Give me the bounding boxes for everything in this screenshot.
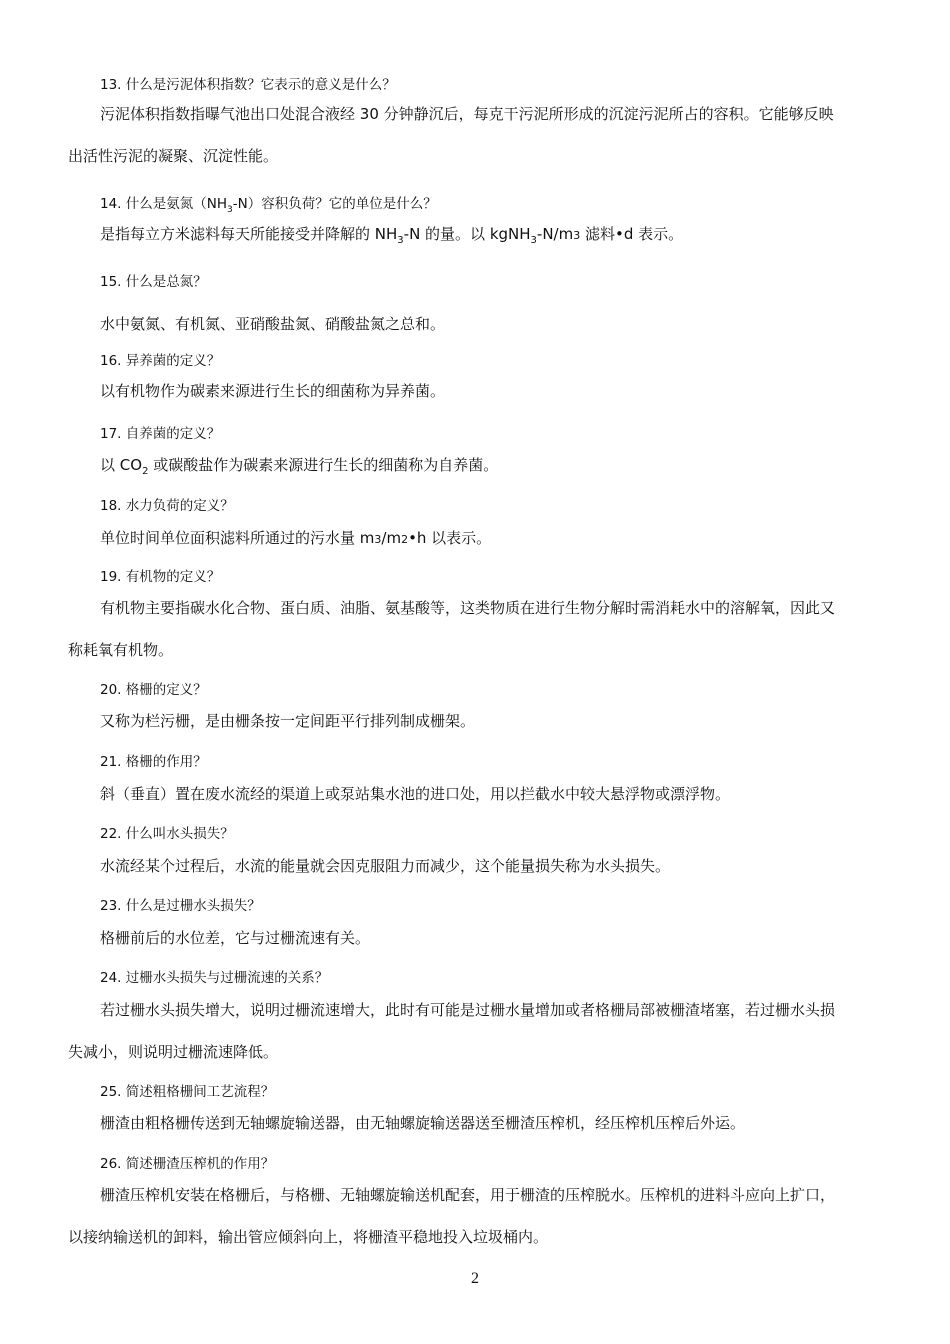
question-14-text-a: 14. 什么是氨氮（NH bbox=[100, 196, 228, 212]
question-14 bbox=[100, 195, 437, 219]
answer-16: 以有机物作为碳素来源进行生长的细菌称为异养菌。 bbox=[100, 382, 446, 400]
answer-18-text-a: 单位时间单位面积滤料所通过的污水量 m bbox=[100, 529, 375, 547]
answer-23: 格栅前后的水位差，它与过栅流速有关。 bbox=[100, 929, 371, 947]
question-24: 24. 过栅水头损失与过栅流速的关系？ bbox=[100, 970, 329, 986]
question-22: 22. 什么叫水头损失？ bbox=[100, 826, 234, 842]
question-26: 26. 简述栅渣压榨机的作用？ bbox=[100, 1156, 275, 1172]
question-18: 18. 水力负荷的定义？ bbox=[100, 498, 234, 514]
answer-24-line-2: 失减小，则说明过栅流速降低。 bbox=[68, 1043, 279, 1061]
answer-22: 水流经某个过程后，水流的能量就会因克服阻力而减少，这个能量损失称为水头损失。 bbox=[100, 857, 671, 875]
question-25: 25. 简述粗格栅间工艺流程？ bbox=[100, 1084, 275, 1100]
answer-24-line-1: 若过栅水头损失增大，说明过栅流速增大，此时有可能是过栅水量增加或者格栅局部被栅渣堵塞，若过栅水头损 bbox=[100, 1001, 836, 1019]
question-15: 15. 什么是总氮？ bbox=[100, 274, 207, 290]
question-14-subscript: 3 bbox=[227, 205, 233, 215]
answer-14 bbox=[100, 224, 683, 251]
question-13: 13. 什么是污泥体积指数？它表示的意义是什么？ bbox=[100, 77, 396, 93]
answer-18 bbox=[100, 528, 491, 550]
answer-14-text-d: 滤料•d 表示。 bbox=[580, 225, 684, 243]
answer-14-text-a: 是指每立方米滤料每天所能接受并降解的 NH bbox=[100, 225, 398, 243]
answer-14-text-c: -N/m bbox=[536, 225, 574, 243]
answer-25: 栅渣由粗格栅传送到无轴螺旋输送器，由无轴螺旋输送器送至栅渣压榨机，经压榨机压榨后外运。 bbox=[100, 1114, 746, 1132]
answer-21: 斜（垂直）置在废水流经的渠道上或泵站集水池的进口处，用以拦截水中较大悬浮物或漂浮物。 bbox=[100, 785, 731, 803]
answer-17-text-a: 以 CO bbox=[100, 456, 143, 474]
answer-14-small-3: 3 bbox=[573, 229, 581, 242]
answer-14-subscript-2: 3 bbox=[530, 235, 537, 246]
question-20: 20. 格栅的定义？ bbox=[100, 682, 207, 698]
answer-18-text-c: •h 以表示。 bbox=[408, 529, 492, 547]
question-16: 16. 异养菌的定义？ bbox=[100, 353, 221, 369]
answer-14-subscript-1: 3 bbox=[397, 235, 404, 246]
page-number: 2 bbox=[471, 1270, 479, 1287]
question-19: 19. 有机物的定义？ bbox=[100, 569, 221, 585]
answer-13-line-2: 出活性污泥的凝聚、沉淀性能。 bbox=[68, 147, 279, 165]
question-14-text-b: -N）容积负荷？它的单位是什么？ bbox=[232, 196, 437, 212]
answer-13-line-1: 污泥体积指数指曝气池出口处混合液经 30 分钟静沉后，每克干污泥所形成的沉淀污泥所占的容积。它能够反映 bbox=[100, 105, 834, 123]
answer-19-line-1: 有机物主要指碳水化合物、蛋白质、油脂、氨基酸等，这类物质在进行生物分解时需消耗水中的溶解氧，因此又 bbox=[100, 599, 836, 617]
answer-14-text-b: -N 的量。以 kgNH bbox=[403, 225, 531, 243]
question-17: 17. 自养菌的定义？ bbox=[100, 426, 221, 442]
answer-17-subscript: 2 bbox=[142, 466, 149, 477]
answer-18-small-1: 3 bbox=[374, 533, 382, 546]
answer-19-line-2: 称耗氧有机物。 bbox=[68, 641, 174, 659]
question-21: 21. 格栅的作用？ bbox=[100, 754, 207, 770]
answer-26-line-1: 栅渣压榨机安装在格栅后，与格栅、无轴螺旋输送机配套，用于栅渣的压榨脱水。压榨机的进料斗应向上扩口， bbox=[100, 1186, 836, 1204]
answer-18-text-b: /m bbox=[381, 529, 402, 547]
answer-26-line-2: 以接纳输送机的卸料，输出管应倾斜向上，将栅渣平稳地投入垃圾桶内。 bbox=[68, 1228, 549, 1246]
question-23: 23. 什么是过栅水头损失？ bbox=[100, 898, 261, 914]
answer-18-small-2: 2 bbox=[401, 533, 409, 546]
answer-17-text-b: 或碳酸盐作为碳素来源进行生长的细菌称为自养菌。 bbox=[148, 456, 499, 474]
answer-15: 水中氨氮、有机氮、亚硝酸盐氮、硝酸盐氮之总和。 bbox=[100, 315, 446, 333]
answer-17 bbox=[100, 455, 498, 482]
answer-20: 又称为栏污栅，是由栅条按一定间距平行排列制成栅架。 bbox=[100, 712, 476, 730]
